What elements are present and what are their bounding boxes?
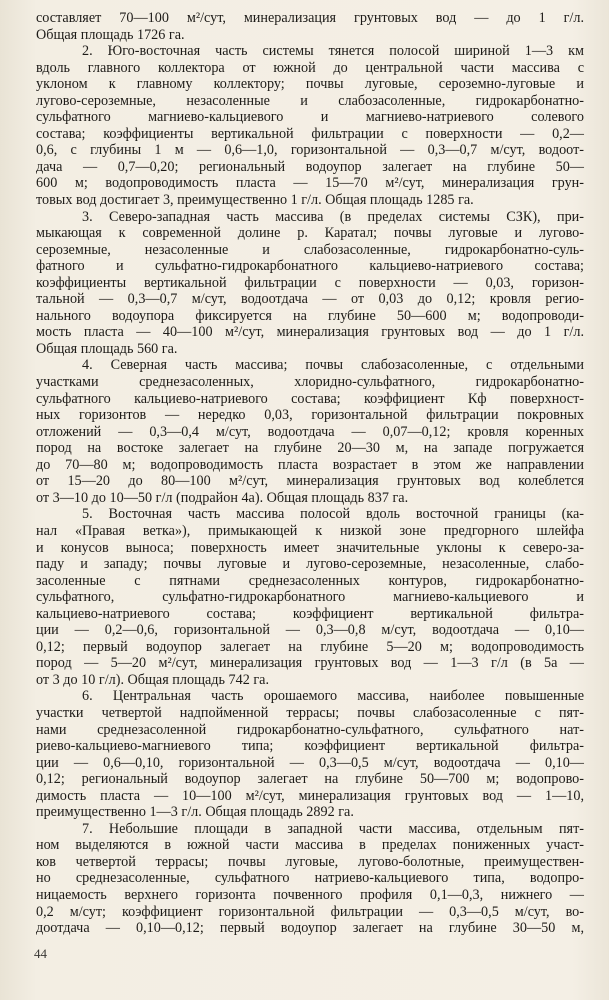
text-line: участками среднезасоленных, хлоридно-сульфатного, гидрокарбонатно- bbox=[36, 374, 584, 391]
paragraph-4 bbox=[36, 357, 584, 506]
text-line: 0,2 м/сут; коэффициент горизонтальной фильтрации — 0,3—0,5 м/сут, во- bbox=[36, 903, 584, 920]
text-line: Общая площадь 1726 га. bbox=[36, 26, 185, 43]
text-line: пород — 5—20 м²/сут, минерализация грунтовых вод — 1—3 г/л (в 5а — bbox=[36, 655, 584, 672]
text-line: участки четвертой надпойменной террасы; почвы слабозасоленные с пят- bbox=[36, 704, 584, 721]
text-line: уклоном к главному коллектору; почвы луговые, сероземно-луговые и bbox=[36, 76, 584, 93]
text-line: составляет 70—100 м²/сут, минерализация грунтовых вод — до 1 г/л. bbox=[36, 10, 584, 26]
text-line: вдоль главного коллектора от южной до центральной части массива с bbox=[36, 59, 584, 76]
text-line: паду и западу; почвы луговые и лугово-сероземные, незасоленные, слабо- bbox=[36, 556, 584, 573]
text-line: засоленные с пятнами среднезасоленных контуров, гидрокарбонатно- bbox=[36, 572, 584, 589]
paragraph-1 bbox=[36, 10, 584, 43]
text-line: сульфатного магниево-кальциевого и магниево-натриевого солевого bbox=[36, 109, 584, 126]
text-line: нального водоупора фиксируется на глубине 50—600 м; водопроводи- bbox=[36, 307, 584, 324]
text-line: сероземные, незасоленные и слабозасоленные, гидрокарбонатно-суль- bbox=[36, 241, 584, 258]
text-line: ции — 0,2—0,6, горизонтальной — 0,3—0,8 м/сут, водоотдача — 0,10— bbox=[36, 622, 584, 639]
text-line: отложений — 0,3—0,4 м/сут, водоотдача — 0,07—0,12; кровля коренных bbox=[36, 423, 584, 440]
text-line: 7. Небольшие площади в западной части массива, отдельным пят- bbox=[82, 820, 584, 837]
paragraph-2 bbox=[36, 43, 584, 208]
text-line: товых вод достигает 3, преимущественно 1 г/л. Общая площадь 1285 га. bbox=[36, 192, 474, 209]
text-line: нами среднезасоленной гидрокарбонатно-сульфатного, сульфатного нат- bbox=[36, 721, 584, 738]
text-line: 0,12; первый водоупор залегает на глубине 5—20 м; водопроводимость bbox=[36, 638, 584, 655]
text-line: дача — 0,7—0,20; региональный водоупор залегает на глубине 50— bbox=[36, 158, 584, 175]
text-line: 6. Центральная часть орошаемого массива, наиболее повышенные bbox=[82, 688, 584, 705]
text-line: димость пласта — 10—100 м²/сут, минерализация грунтовых вод — 1—10, bbox=[36, 787, 584, 804]
text-line: мыкающая к современной долине р. Каратал; почвы луговые и лугово- bbox=[36, 225, 584, 242]
text-line: 5. Восточная часть массива полосой вдоль восточной границы (ка- bbox=[82, 506, 584, 523]
paragraph-6 bbox=[36, 688, 584, 820]
text-line: 3. Северо-западная часть массива (в пределах системы СЗК), при- bbox=[82, 208, 584, 225]
paragraph-7 bbox=[36, 821, 584, 937]
text-line: коэффициенты вертикальной фильтрации с поверхности — 0,03, горизон- bbox=[36, 274, 584, 291]
text-line: 0,12; региональный водоупор залегает на глубине 50—700 м; водопрово- bbox=[36, 771, 584, 788]
text-line: от 3 до 10 г/л). Общая площадь 742 га. bbox=[36, 671, 270, 688]
text-line: Общая площадь 560 га. bbox=[36, 340, 178, 357]
text-line: от 15—20 до 80—100 м²/сут, минерализация грунтовых вод колеблется bbox=[36, 473, 584, 490]
text-line: от 3—10 до 10—50 г/л (подрайон 4а). Общая площадь 837 га. bbox=[36, 489, 409, 506]
paragraph-5 bbox=[36, 506, 584, 688]
text-line: мость пласта — 40—100 м²/сут, минерализация грунтовых вод — до 1 г/л. bbox=[36, 324, 584, 341]
text-line: 600 м; водопроводимость пласта — 15—70 м²/сут, минерализация грун- bbox=[36, 175, 584, 192]
text-line: сульфатного кальциево-натриевого состава; коэффициент Кф поверхност- bbox=[36, 390, 584, 407]
text-line: ницаемость верхнего горизонта почвенного профиля 0,1—0,3, нижнего — bbox=[36, 886, 584, 903]
paragraph-3 bbox=[36, 209, 584, 358]
text-line: тальной — 0,3—0,7 м/сут, водоотдача — от 0,03 до 0,12; кровля регио- bbox=[36, 291, 584, 308]
text-line: пород на востоке залегает на глубине 20—30 м, на западе погружается bbox=[36, 440, 584, 457]
page-number: 44 bbox=[34, 946, 47, 961]
text-line: 2. Юго-восточная часть системы тянется полосой шириной 1—3 км bbox=[82, 43, 584, 60]
text-line: преимущественно 1—3 г/л. Общая площадь 2892 га. bbox=[36, 804, 354, 821]
text-line: 0,6, с глубины 1 м — 0,6—1,0, горизонтальной — 0,3—0,7 м/сут, водоот- bbox=[36, 142, 584, 159]
text-line: фатного и сульфатно-гидрокарбонатного кальциево-натриевого состава; bbox=[36, 258, 584, 275]
text-line: ном выделяются в южной части массива в пределах пониженных участ- bbox=[36, 837, 584, 854]
text-line: сульфатного, сульфатно-гидрокарбонатного магниево-кальциевого и bbox=[36, 589, 584, 606]
text-line: ных горизонтов — нередко 0,03, горизонтальной фильтрации покровных bbox=[36, 407, 584, 424]
text-line: риево-кальциево-магниевого типа; коэффициент вертикальной фильтра- bbox=[36, 738, 584, 755]
text-line: нал «Правая ветка»), примыкающей к низкой зоне предгорного шлейфа bbox=[36, 522, 584, 539]
body-text bbox=[36, 10, 584, 937]
text-line: и конусов выноса; поверхность имеет значительные уклоны к северо-за- bbox=[36, 539, 584, 556]
text-line: доотдача — 0,10—0,12; первый водоупор залегает на глубине 30—50 м, bbox=[36, 920, 584, 937]
text-line: ков четвертой террасы; почвы луговые, лугово-болотные, преимуществен- bbox=[36, 853, 584, 870]
text-line: состава; коэффициенты вертикальной фильтрации с поверхности — 0,2— bbox=[36, 125, 584, 142]
text-line: 4. Северная часть массива; почвы слабозасоленные, с отдельными bbox=[82, 357, 584, 374]
text-line: но среднезасоленные, сульфатного натриево-кальциевого типа, водопро- bbox=[36, 870, 584, 887]
text-line: лугово-сероземные, незасоленные и слабозасоленные, гидрокарбонатно- bbox=[36, 92, 584, 109]
text-line: кальциево-натриевого состава; коэффициент вертикальной фильтра- bbox=[36, 605, 584, 622]
text-line: ции — 0,6—0,10, горизонтальной — 0,3—0,5 м/сут, водоотдача — 0,10— bbox=[36, 754, 584, 771]
text-line: до 70—80 м; водопроводимость пласта возрастает в этом же направлении bbox=[36, 456, 584, 473]
